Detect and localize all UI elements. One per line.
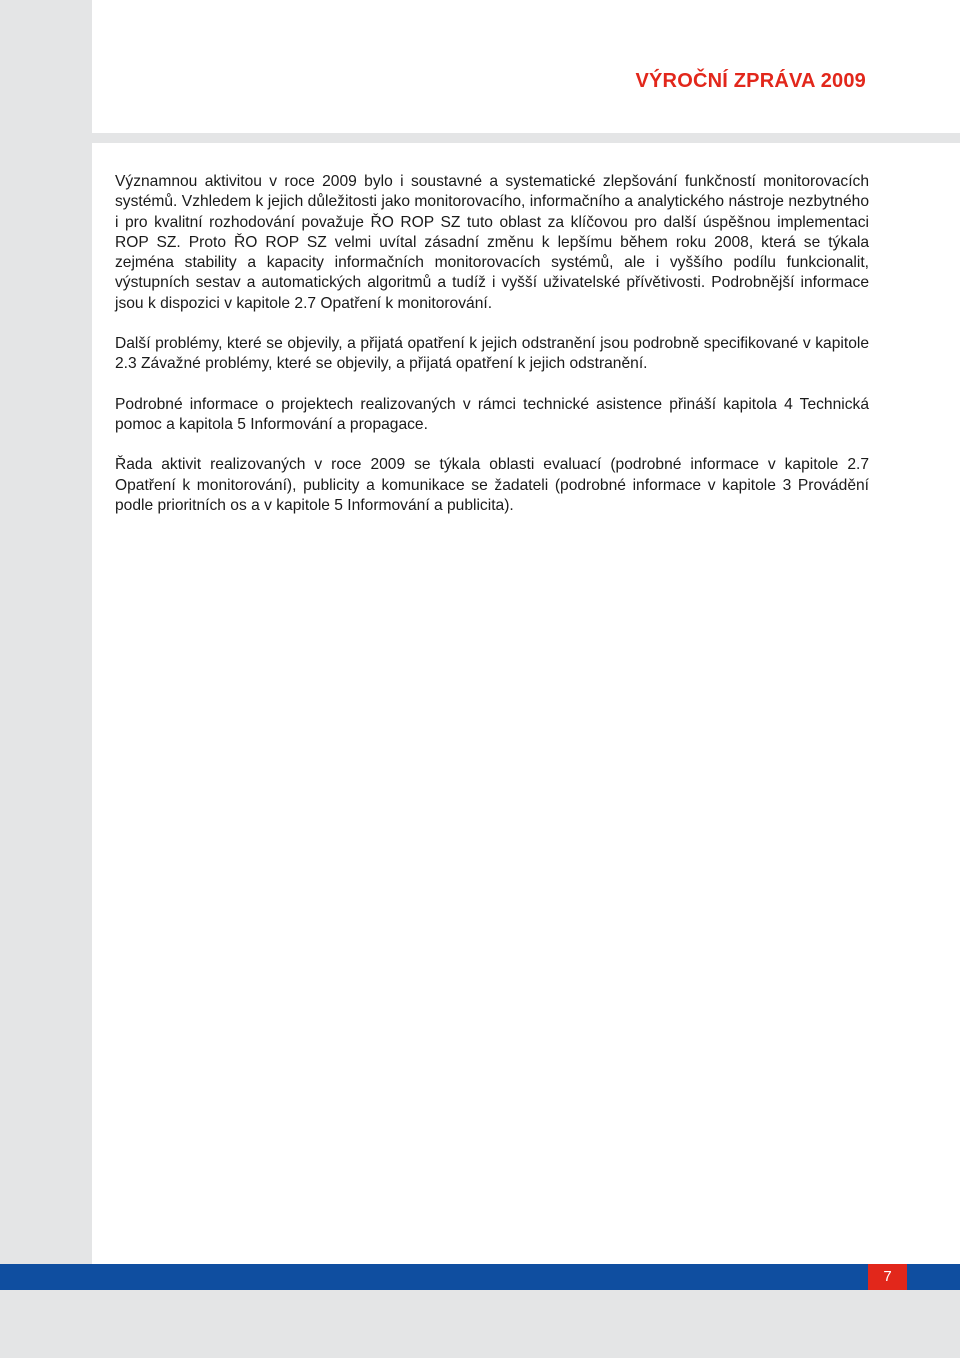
footer-band bbox=[0, 1264, 960, 1290]
body-paragraph: Řada aktivit realizovaných v roce 2009 se týkala oblasti evaluací (podrobné informace v kapitole 2.7 Opatření k monitorování), publicity a komunikace se žadateli (podrobné informace v kapitole 3 Provádění podle prioritních os a v kapitole 5 Informování a publicita). bbox=[115, 456, 869, 514]
page-header bbox=[92, 0, 960, 143]
page-number: 7 bbox=[868, 1264, 907, 1290]
report-title: VÝROČNÍ ZPRÁVA 2009 bbox=[635, 70, 866, 92]
body-paragraph: Významnou aktivitou v roce 2009 bylo i soustavné a systematické zlepšování funkčností monitorovacích systémů. Vzhledem k jejich důležitosti jako monitorovacího, informačního a analytického nástroje nezbytného i pro kvalitní rozhodování považuje ŘO ROP SZ tuto oblast za klíčovou pro další úspěšnou implementaci ROP SZ. Proto ŘO ROP SZ velmi uvítal zásadní změnu k lepšímu během roku 2008, která se týkala zejména stability a kapacity informačních monitorovacích systémů, ale i vyššího podílu funkcionalit, výstupních sestav a automatických algoritmů a tudíž i vyšší uživatelské přívětivosti. Podrobnější informace jsou k dispozici v kapitole 2.7 Opatření k monitorování. bbox=[115, 173, 869, 312]
footer-decorative-band bbox=[0, 1290, 960, 1358]
body-paragraph: Další problémy, které se objevily, a přijatá opatření k jejich odstranění jsou podrobně specifikované v kapitole 2.3 Závažné problémy, které se objevily, a přijatá opatření k jejich odstranění. bbox=[115, 335, 869, 373]
body-paragraph: Podrobné informace o projektech realizovaných v rámci technické asistence přináší kapitola 4 Technická pomoc a kapitola 5 Informování a propagace. bbox=[115, 395, 869, 433]
left-decorative-band bbox=[0, 0, 92, 1358]
document-body bbox=[115, 172, 869, 536]
